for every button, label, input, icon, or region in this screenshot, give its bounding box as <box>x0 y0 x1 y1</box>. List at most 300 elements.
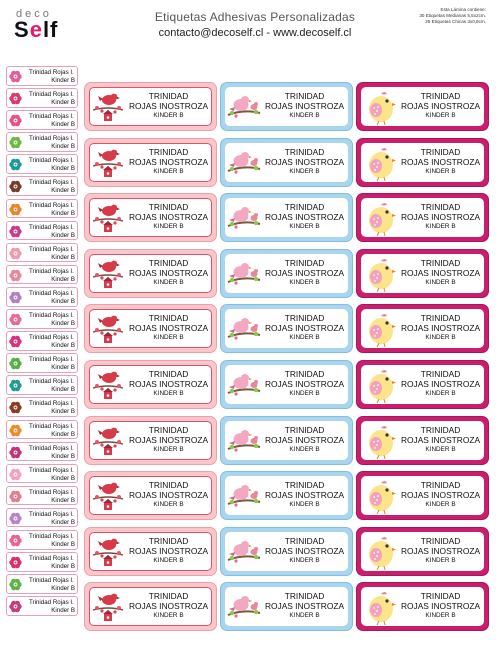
small-label <box>6 574 78 594</box>
label-row <box>84 582 494 638</box>
two-birds-icon <box>227 88 261 126</box>
flower-icon <box>9 70 22 83</box>
small-label-name: Trinidad Rojas I. <box>29 599 74 607</box>
label-last-names: ROJAS INOSTROZA <box>128 101 209 111</box>
label-text <box>125 259 212 287</box>
small-label-name: Trinidad Rojas I. <box>29 157 74 165</box>
label-first-name: TRINIDAD <box>420 257 461 268</box>
small-label-class: Kinder B <box>51 386 75 394</box>
label-class: KINDER B <box>153 389 184 397</box>
two-birds-icon <box>227 422 261 460</box>
flower-icon <box>9 225 22 238</box>
bird-on-branch-icon <box>91 88 125 126</box>
label-text <box>261 426 348 454</box>
small-label <box>6 596 78 616</box>
small-label-name: Trinidad Rojas I. <box>29 422 74 430</box>
flower-icon <box>9 180 22 193</box>
two-birds-icon <box>227 477 261 515</box>
chick-icon <box>363 533 397 571</box>
medium-label-mag <box>356 416 489 465</box>
label-class: KINDER B <box>289 112 320 119</box>
small-label-class: Kinder B <box>51 364 75 372</box>
label-class: KINDER B <box>153 223 184 231</box>
label-last-names: ROJAS INOSTROZA <box>264 156 345 167</box>
two-birds-icon <box>227 366 261 404</box>
flower-icon <box>9 291 22 304</box>
label-last-names: ROJAS INOSTROZA <box>400 156 481 167</box>
medium-label-mag <box>356 249 489 298</box>
label-text <box>397 203 484 231</box>
label-text <box>125 314 212 342</box>
small-label-name: Trinidad Rojas I. <box>29 267 74 275</box>
label-first-name: TRINIDAD <box>284 91 325 101</box>
label-first-name: TRINIDAD <box>148 146 189 157</box>
label-last-names: ROJAS INOSTROZA <box>400 434 481 445</box>
label-class: KINDER B <box>289 389 320 397</box>
label-first-name: TRINIDAD <box>148 368 189 379</box>
label-first-name: TRINIDAD <box>284 257 325 268</box>
medium-label-mag <box>356 360 489 409</box>
small-label-name: Trinidad Rojas I. <box>29 444 74 452</box>
label-text <box>397 148 484 176</box>
label-text <box>125 148 212 176</box>
label-text <box>397 481 484 509</box>
bird-on-branch-icon <box>91 255 125 293</box>
small-label-class: Kinder B <box>51 430 75 438</box>
small-label-name: Trinidad Rojas I. <box>29 179 74 187</box>
label-text <box>261 203 348 231</box>
label-text <box>261 314 348 342</box>
label-class: KINDER B <box>425 112 456 119</box>
bird-on-branch-icon <box>91 366 125 404</box>
label-text <box>397 314 484 342</box>
label-first-name: TRINIDAD <box>148 535 189 546</box>
label-text <box>261 592 348 620</box>
label-last-names: ROJAS INOSTROZA <box>128 490 209 501</box>
medium-label-blue <box>220 527 353 576</box>
small-label <box>6 552 78 572</box>
small-label-class: Kinder B <box>51 77 75 84</box>
label-last-names: ROJAS INOSTROZA <box>264 378 345 389</box>
flower-icon <box>9 313 22 326</box>
label-first-name: TRINIDAD <box>420 313 461 324</box>
label-row <box>84 471 494 527</box>
bird-on-branch-icon <box>91 310 125 348</box>
label-row <box>84 82 494 138</box>
small-label-name: Trinidad Rojas I. <box>29 135 74 143</box>
label-class: KINDER B <box>289 556 320 564</box>
flower-icon <box>9 335 22 348</box>
small-label <box>6 464 78 484</box>
medium-label-pink <box>84 416 217 465</box>
label-class: KINDER B <box>153 112 184 119</box>
label-first-name: TRINIDAD <box>284 535 325 546</box>
small-label-class: Kinder B <box>51 496 75 504</box>
medium-label-blue <box>220 249 353 298</box>
sheet-contents-info <box>366 7 486 25</box>
label-first-name: TRINIDAD <box>148 424 189 435</box>
flower-icon <box>9 114 22 127</box>
medium-label-blue <box>220 304 353 353</box>
medium-label-mag <box>356 82 489 131</box>
label-row <box>84 360 494 416</box>
medium-label-blue <box>220 582 353 631</box>
small-label-name: Trinidad Rojas I. <box>29 400 74 408</box>
medium-label-pink <box>84 82 217 131</box>
medium-label-mag <box>356 193 489 242</box>
label-first-name: TRINIDAD <box>284 424 325 435</box>
label-last-names: ROJAS INOSTROZA <box>128 434 209 445</box>
medium-label-mag <box>356 527 489 576</box>
flower-icon <box>9 136 22 149</box>
small-label-class: Kinder B <box>51 408 75 416</box>
small-label <box>6 442 78 462</box>
small-label-name: Trinidad Rojas I. <box>29 334 74 342</box>
label-first-name: TRINIDAD <box>420 368 461 379</box>
medium-label-pink <box>84 360 217 409</box>
small-label-name: Trinidad Rojas I. <box>29 532 74 540</box>
label-text <box>261 259 348 287</box>
label-first-name: TRINIDAD <box>148 202 189 213</box>
small-label-class: Kinder B <box>51 563 75 571</box>
medium-label-pink <box>84 193 217 242</box>
label-text <box>125 481 212 509</box>
label-text <box>397 370 484 398</box>
label-first-name: TRINIDAD <box>284 368 325 379</box>
chick-icon <box>363 366 397 404</box>
medium-label-blue <box>220 82 353 131</box>
label-text <box>125 92 212 120</box>
small-label-name: Trinidad Rojas I. <box>29 201 74 209</box>
small-label <box>6 243 78 263</box>
label-class: KINDER B <box>289 223 320 231</box>
two-birds-icon <box>227 255 261 293</box>
small-label-name: Trinidad Rojas I. <box>29 577 74 585</box>
label-text <box>397 92 484 120</box>
label-first-name: TRINIDAD <box>284 202 325 213</box>
label-class: KINDER B <box>425 334 456 342</box>
medium-label-pink <box>84 527 217 576</box>
small-label-class: Kinder B <box>51 585 75 593</box>
small-label <box>6 486 78 506</box>
label-first-name: TRINIDAD <box>284 146 325 157</box>
label-class: KINDER B <box>289 334 320 342</box>
flower-icon <box>9 446 22 459</box>
label-first-name: TRINIDAD <box>420 146 461 157</box>
small-label-name: Trinidad Rojas I. <box>29 113 74 121</box>
small-label <box>6 154 78 174</box>
label-class: KINDER B <box>153 167 184 175</box>
small-label <box>6 66 78 86</box>
small-label-name: Trinidad Rojas I. <box>29 223 74 231</box>
small-label <box>6 88 78 108</box>
label-first-name: TRINIDAD <box>284 591 325 602</box>
label-first-name: TRINIDAD <box>420 591 461 602</box>
label-row <box>84 304 494 360</box>
label-class: KINDER B <box>425 556 456 564</box>
flower-icon <box>9 468 22 481</box>
info-line-2: 30 Etiquetas Medianas 5,5x2cm. <box>419 13 486 18</box>
label-text <box>397 537 484 565</box>
chick-icon <box>363 88 397 126</box>
label-last-names: ROJAS INOSTROZA <box>400 490 481 501</box>
label-last-names: ROJAS INOSTROZA <box>264 267 345 278</box>
label-text <box>125 537 212 565</box>
two-birds-icon <box>227 199 261 237</box>
small-label-name: Trinidad Rojas I. <box>29 510 74 518</box>
small-label-class: Kinder B <box>51 607 75 615</box>
two-birds-icon <box>227 588 261 626</box>
small-label <box>6 375 78 395</box>
small-label <box>6 110 78 130</box>
small-label <box>6 420 78 440</box>
label-class: KINDER B <box>289 278 320 286</box>
label-class: KINDER B <box>425 389 456 397</box>
small-label <box>6 353 78 373</box>
small-label-class: Kinder B <box>51 474 75 482</box>
label-text <box>261 370 348 398</box>
flower-icon <box>9 556 22 569</box>
small-label-class: Kinder B <box>51 342 75 350</box>
chick-icon <box>363 477 397 515</box>
label-first-name: TRINIDAD <box>148 91 189 101</box>
medium-label-pink <box>84 582 217 631</box>
medium-label-blue <box>220 193 353 242</box>
label-text <box>125 426 212 454</box>
flower-icon <box>9 247 22 260</box>
flower-icon <box>9 578 22 591</box>
small-label-class: Kinder B <box>51 99 75 107</box>
two-birds-icon <box>227 144 261 182</box>
chick-icon <box>363 199 397 237</box>
info-line-1: Esta Lámina contiene: <box>440 7 486 12</box>
brand-logo-deco: deco <box>16 8 52 20</box>
flower-icon <box>9 379 22 392</box>
flower-icon <box>9 401 22 414</box>
label-first-name: TRINIDAD <box>420 424 461 435</box>
label-class: KINDER B <box>153 445 184 453</box>
label-text <box>261 148 348 176</box>
label-row <box>84 416 494 472</box>
medium-label-blue <box>220 416 353 465</box>
label-class: KINDER B <box>289 501 320 509</box>
sheet-title: Etiquetas Adhesivas Personalizadas <box>154 10 356 24</box>
flower-icon <box>9 512 22 525</box>
medium-label-blue <box>220 471 353 520</box>
small-label <box>6 132 78 152</box>
label-class: KINDER B <box>153 334 184 342</box>
label-last-names: ROJAS INOSTROZA <box>264 490 345 501</box>
flower-icon <box>9 534 22 547</box>
bird-on-branch-icon <box>91 588 125 626</box>
flower-icon <box>9 92 22 105</box>
medium-label-pink <box>84 304 217 353</box>
bird-on-branch-icon <box>91 144 125 182</box>
small-label-class: Kinder B <box>51 452 75 460</box>
small-label-name: Trinidad Rojas I. <box>29 378 74 386</box>
small-label-class: Kinder B <box>51 320 75 328</box>
two-birds-icon <box>227 310 261 348</box>
label-class: KINDER B <box>289 167 320 175</box>
small-label <box>6 508 78 528</box>
label-last-names: ROJAS INOSTROZA <box>264 601 345 612</box>
flower-icon <box>9 600 22 613</box>
medium-label-blue <box>220 138 353 187</box>
label-class: KINDER B <box>289 445 320 453</box>
label-last-names: ROJAS INOSTROZA <box>400 545 481 556</box>
contact-line: contacto@decoself.cl - www.decoself.cl <box>158 27 352 39</box>
label-last-names: ROJAS INOSTROZA <box>264 101 345 111</box>
chick-icon <box>363 310 397 348</box>
label-first-name: TRINIDAD <box>148 257 189 268</box>
label-last-names: ROJAS INOSTROZA <box>128 378 209 389</box>
label-class: KINDER B <box>289 612 320 620</box>
small-label <box>6 176 78 196</box>
small-label-class: Kinder B <box>51 540 75 548</box>
small-label-class: Kinder B <box>51 231 75 239</box>
label-text <box>397 592 484 620</box>
label-class: KINDER B <box>425 278 456 286</box>
bird-on-branch-icon <box>91 422 125 460</box>
label-first-name: TRINIDAD <box>420 480 461 491</box>
label-last-names: ROJAS INOSTROZA <box>400 378 481 389</box>
flower-icon <box>9 203 22 216</box>
chick-icon <box>363 422 397 460</box>
flower-icon <box>9 424 22 437</box>
label-last-names: ROJAS INOSTROZA <box>264 434 345 445</box>
label-row <box>84 193 494 249</box>
small-label <box>6 221 78 241</box>
medium-label-mag <box>356 304 489 353</box>
chick-icon <box>363 144 397 182</box>
label-row <box>84 249 494 305</box>
label-last-names: ROJAS INOSTROZA <box>128 323 209 334</box>
label-class: KINDER B <box>153 278 184 286</box>
label-last-names: ROJAS INOSTROZA <box>400 267 481 278</box>
small-label-class: Kinder B <box>51 209 75 217</box>
small-label-class: Kinder B <box>51 253 75 261</box>
label-last-names: ROJAS INOSTROZA <box>264 323 345 334</box>
small-label <box>6 287 78 307</box>
small-label <box>6 309 78 329</box>
label-class: KINDER B <box>425 501 456 509</box>
info-line-3: 25 Etiquetas Chicas 3x0,8cm. <box>425 19 486 24</box>
label-last-names: ROJAS INOSTROZA <box>400 601 481 612</box>
label-first-name: TRINIDAD <box>284 480 325 491</box>
small-label-class: Kinder B <box>51 165 75 173</box>
small-label-name: Trinidad Rojas I. <box>29 488 74 496</box>
small-label-class: Kinder B <box>51 275 75 283</box>
small-label-class: Kinder B <box>51 187 75 195</box>
small-label-class: Kinder B <box>51 143 75 151</box>
flower-icon <box>9 357 22 370</box>
label-class: KINDER B <box>425 223 456 231</box>
bird-on-branch-icon <box>91 477 125 515</box>
label-text <box>397 426 484 454</box>
medium-label-mag <box>356 582 489 631</box>
small-label-class: Kinder B <box>51 518 75 526</box>
bird-on-branch-icon <box>91 533 125 571</box>
chick-icon <box>363 588 397 626</box>
label-text <box>261 481 348 509</box>
label-text <box>261 537 348 565</box>
label-text <box>397 259 484 287</box>
label-first-name: TRINIDAD <box>148 480 189 491</box>
medium-label-pink <box>84 471 217 520</box>
small-label-name: Trinidad Rojas I. <box>29 466 74 474</box>
label-first-name: TRINIDAD <box>148 591 189 602</box>
label-last-names: ROJAS INOSTROZA <box>128 156 209 167</box>
medium-label-blue <box>220 360 353 409</box>
label-last-names: ROJAS INOSTROZA <box>128 212 209 223</box>
label-last-names: ROJAS INOSTROZA <box>128 267 209 278</box>
medium-label-mag <box>356 471 489 520</box>
chick-icon <box>363 255 397 293</box>
flower-icon <box>9 158 22 171</box>
label-first-name: TRINIDAD <box>284 313 325 324</box>
label-last-names: ROJAS INOSTROZA <box>400 101 481 111</box>
small-label-name: Trinidad Rojas I. <box>29 356 74 364</box>
label-class: KINDER B <box>425 612 456 620</box>
label-text <box>125 592 212 620</box>
flower-icon <box>9 269 22 282</box>
label-class: KINDER B <box>153 501 184 509</box>
label-class: KINDER B <box>153 556 184 564</box>
small-label <box>6 199 78 219</box>
small-label-name: Trinidad Rojas I. <box>29 245 74 253</box>
small-label-name: Trinidad Rojas I. <box>29 69 74 76</box>
label-first-name: TRINIDAD <box>420 535 461 546</box>
small-label-class: Kinder B <box>51 121 75 129</box>
label-last-names: ROJAS INOSTROZA <box>128 545 209 556</box>
small-label <box>6 397 78 417</box>
label-text <box>125 370 212 398</box>
label-text <box>261 92 348 120</box>
flower-icon <box>9 490 22 503</box>
label-last-names: ROJAS INOSTROZA <box>400 212 481 223</box>
medium-label-mag <box>356 138 489 187</box>
label-last-names: ROJAS INOSTROZA <box>400 323 481 334</box>
label-last-names: ROJAS INOSTROZA <box>264 545 345 556</box>
small-label-name: Trinidad Rojas I. <box>29 91 74 99</box>
label-first-name: TRINIDAD <box>148 313 189 324</box>
small-label <box>6 530 78 550</box>
small-label-name: Trinidad Rojas I. <box>29 289 74 297</box>
label-class: KINDER B <box>425 445 456 453</box>
small-label-class: Kinder B <box>51 297 75 305</box>
medium-labels-grid <box>84 82 494 638</box>
bird-on-branch-icon <box>91 199 125 237</box>
label-first-name: TRINIDAD <box>420 202 461 213</box>
label-row <box>84 138 494 194</box>
small-label <box>6 331 78 351</box>
small-label-name: Trinidad Rojas I. <box>29 555 74 563</box>
medium-label-pink <box>84 249 217 298</box>
label-class: KINDER B <box>153 612 184 620</box>
label-row <box>84 527 494 583</box>
label-last-names: ROJAS INOSTROZA <box>264 212 345 223</box>
label-last-names: ROJAS INOSTROZA <box>128 601 209 612</box>
label-class: KINDER B <box>425 167 456 175</box>
label-text <box>125 203 212 231</box>
brand-logo-self: Self <box>14 17 59 42</box>
sheet-header <box>0 0 500 58</box>
small-label-name: Trinidad Rojas I. <box>29 312 74 320</box>
small-label <box>6 265 78 285</box>
medium-label-pink <box>84 138 217 187</box>
label-first-name: TRINIDAD <box>420 91 461 101</box>
small-labels-column <box>6 66 78 618</box>
